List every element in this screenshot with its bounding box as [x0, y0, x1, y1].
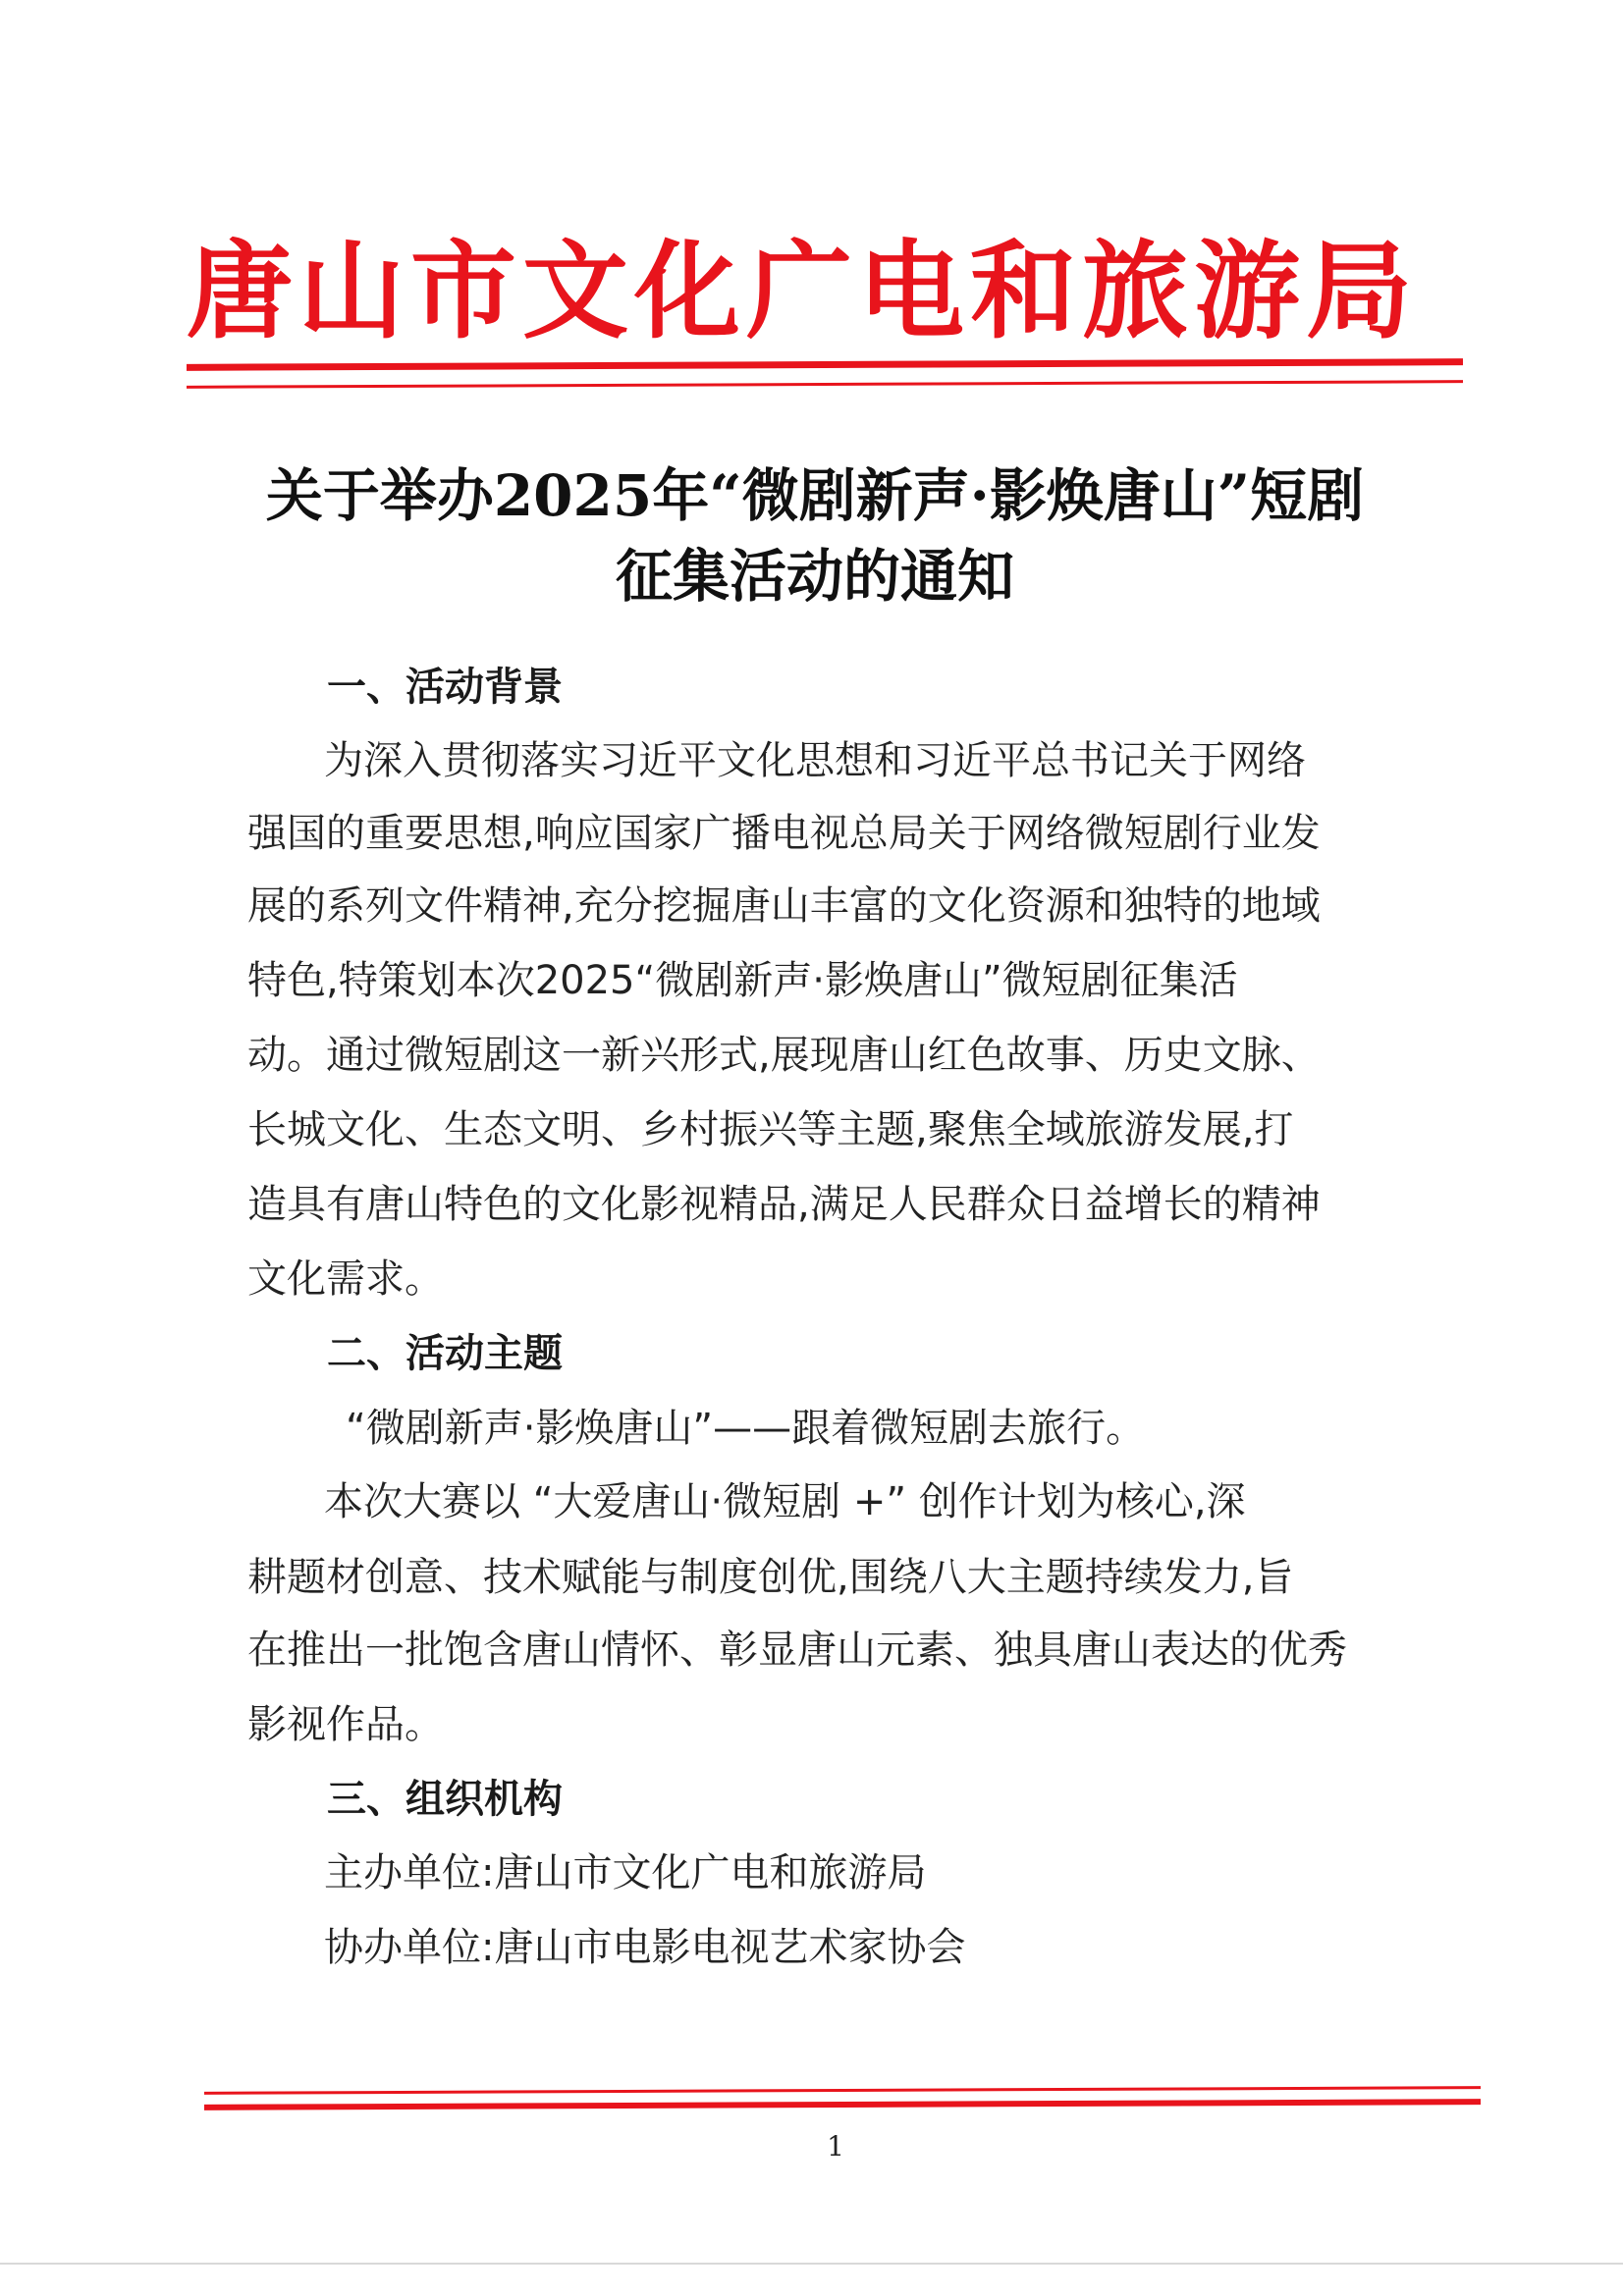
paragraph-line: 影视作品。 [247, 1702, 444, 1747]
paragraph-line: 强国的重要思想,响应国家广播电视总局关于网络微短剧行业发 [247, 811, 1321, 856]
issuing-authority-header: 唐山市文化广电和旅游局 [187, 230, 1419, 353]
paragraph-line: 造具有唐山特色的文化影视精品,满足人民群众日益增长的精神 [247, 1182, 1321, 1227]
document-title-line-2: 征集活动的通知 [615, 543, 1014, 610]
footer-red-rule-thin [204, 2086, 1481, 2095]
paragraph-line: 长城文化、生态文明、乡村振兴等主题,聚焦全域旅游发展,打 [247, 1107, 1294, 1152]
paragraph-line: 展的系列文件精神,充分挖掘唐山丰富的文化资源和独特的地域 [247, 883, 1321, 929]
paragraph-line: 在推出一批饱含唐山情怀、彰显唐山元素、独具唐山表达的优秀 [247, 1628, 1347, 1673]
document-title-line-1: 关于举办2025年“微剧新声·影焕唐山”短剧 [265, 462, 1365, 529]
section-heading-theme: 二、活动主题 [327, 1331, 563, 1376]
theme-slogan: “微剧新声·影焕唐山”——跟着微短剧去旅行。 [346, 1406, 1146, 1451]
header-red-rule-thin [187, 380, 1463, 389]
section-heading-organization: 三、组织机构 [327, 1777, 563, 1822]
header-red-rule-thick [187, 358, 1463, 371]
paragraph-line: 耕题材创意、技术赋能与制度创优,围绕八大主题持续发力,旨 [247, 1555, 1294, 1600]
footer-red-rule-thick [204, 2099, 1481, 2110]
scan-edge-line [0, 2263, 1623, 2265]
paragraph-line: 动。通过微短剧这一新兴形式,展现唐山红色故事、历史文脉、 [247, 1033, 1321, 1078]
paragraph-line: 为深入贯彻落实习近平文化思想和习近平总书记关于网络 [324, 738, 1306, 783]
paragraph-line: 本次大赛以 “大爱唐山·微短剧 +” 创作计划为核心,深 [324, 1479, 1246, 1524]
paragraph-line: 文化需求。 [247, 1256, 444, 1302]
section-heading-background: 一、活动背景 [327, 665, 563, 710]
co-host-unit: 协办单位:唐山市电影电视艺术家协会 [324, 1925, 966, 1970]
host-unit: 主办单位:唐山市文化广电和旅游局 [324, 1850, 927, 1896]
paragraph-line: 特色,特策划本次2025“微剧新声·影焕唐山”微短剧征集活 [247, 958, 1238, 1003]
page-number: 1 [827, 2130, 844, 2163]
